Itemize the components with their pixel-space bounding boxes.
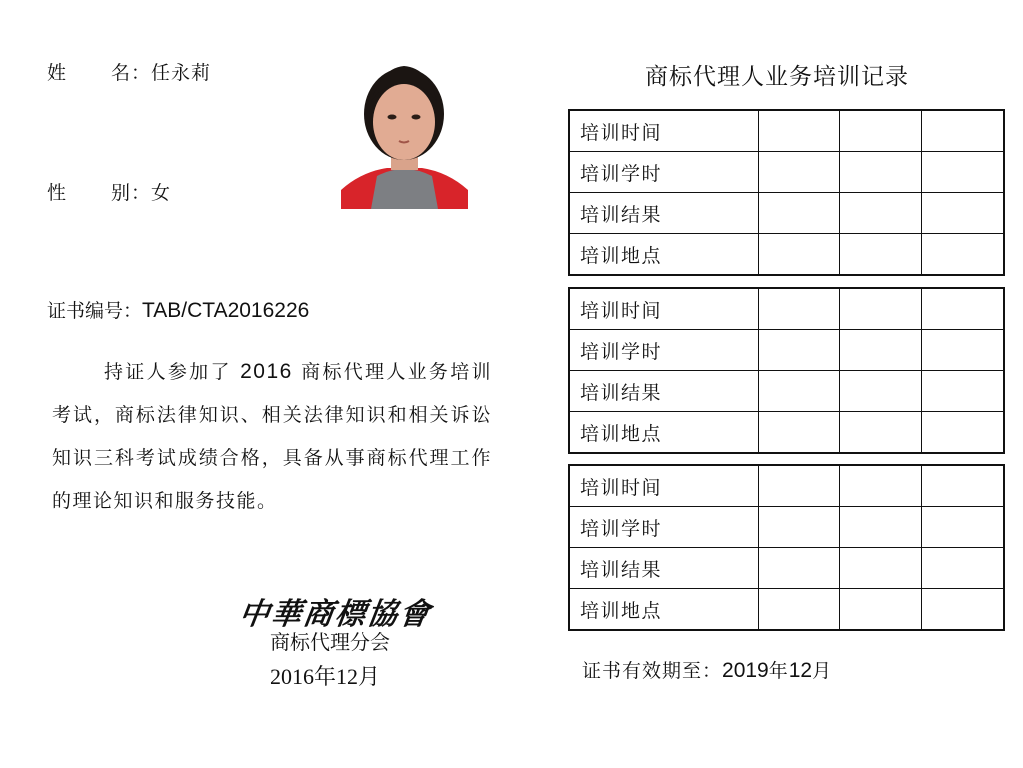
record-cell [758,507,840,548]
table-row [569,548,1004,589]
record-cell [840,507,922,548]
table-row [569,371,1004,412]
record-cell [922,152,1004,193]
record-cell [758,193,840,234]
record-cell [840,288,922,330]
record-cell [840,548,922,589]
name-label: 姓 [47,62,68,84]
record-cell [758,548,840,589]
record-cell [840,110,922,152]
record-cell [758,152,840,193]
row-label: 培训结果 [569,193,758,234]
table-row [569,193,1004,234]
row-label: 培训学时 [569,152,758,193]
record-cell [922,371,1004,412]
record-cell [922,548,1004,589]
statement-prefix: 持证人参加了 [104,361,241,383]
row-label: 培训结果 [569,371,758,412]
training-record-table-1 [568,109,1005,276]
holder-photo [341,50,468,209]
certificate-statement [52,350,492,523]
record-cell [840,330,922,371]
training-record-table-2 [568,287,1005,454]
issue-date: 2016年12月 [270,664,381,689]
certificate-number-value: TAB/CTA2016226 [142,299,310,322]
name-field [47,58,211,85]
record-cell [758,371,840,412]
certificate-number [47,296,309,323]
gender-value: 女 [151,182,172,204]
validity-month-unit: 月 [812,660,833,682]
validity-month: 12 [788,659,813,682]
record-cell [758,412,840,454]
record-cell [922,589,1004,631]
record-cell [758,589,840,631]
record-cell [840,465,922,507]
validity-year: 2019 [722,659,769,682]
gender-label: 性 [47,182,68,204]
row-label: 培训结果 [569,548,758,589]
record-cell [922,412,1004,454]
record-cell [840,412,922,454]
table-row [569,465,1004,507]
record-cell [758,110,840,152]
record-cell [840,589,922,631]
record-cell [758,465,840,507]
name-label-2: 名： [111,62,152,84]
record-cell [840,371,922,412]
validity-field [582,656,832,683]
row-label: 培训时间 [569,110,758,152]
table-row [569,152,1004,193]
training-record-table-3 [568,464,1005,631]
record-cell [922,110,1004,152]
name-value: 任永莉 [151,62,212,84]
portrait-image [341,50,468,209]
row-label: 培训地点 [569,412,758,454]
record-cell [922,193,1004,234]
row-label: 培训学时 [569,507,758,548]
record-cell [840,234,922,276]
validity-year-unit: 年 [768,660,789,682]
table-row [569,507,1004,548]
statement-body: 商标代理人业务培训考试，商标法律知识、相关法律知识和相关诉讼知识三科考试成绩合格，具备从事商标代理工作的理论知识和服务技能。 [52,361,492,512]
table-row [569,330,1004,371]
row-label: 培训时间 [569,288,758,330]
record-cell [840,193,922,234]
row-label: 培训时间 [569,465,758,507]
row-label: 培训地点 [569,234,758,276]
association-calligraphy-seal: 中華商標協會 [236,597,434,632]
issuer-branch: 商标代理分会 [270,630,390,654]
record-cell [840,152,922,193]
record-cell [758,330,840,371]
record-cell [922,465,1004,507]
validity-label: 证书有效期至： [582,660,723,682]
row-label: 培训学时 [569,330,758,371]
record-cell [758,288,840,330]
record-cell [758,234,840,276]
statement-year: 2016 [240,360,293,383]
gender-field [47,178,171,205]
record-cell [922,507,1004,548]
record-cell [922,234,1004,276]
table-row [569,288,1004,330]
table-row [569,234,1004,276]
record-cell [922,288,1004,330]
table-row [569,412,1004,454]
certificate-number-label: 证书编号： [47,300,143,322]
record-cell [922,330,1004,371]
table-row [569,110,1004,152]
row-label: 培训地点 [569,589,758,631]
gender-label-2: 别： [111,182,152,204]
training-record-title: 商标代理人业务培训记录 [645,64,909,90]
table-row [569,589,1004,631]
